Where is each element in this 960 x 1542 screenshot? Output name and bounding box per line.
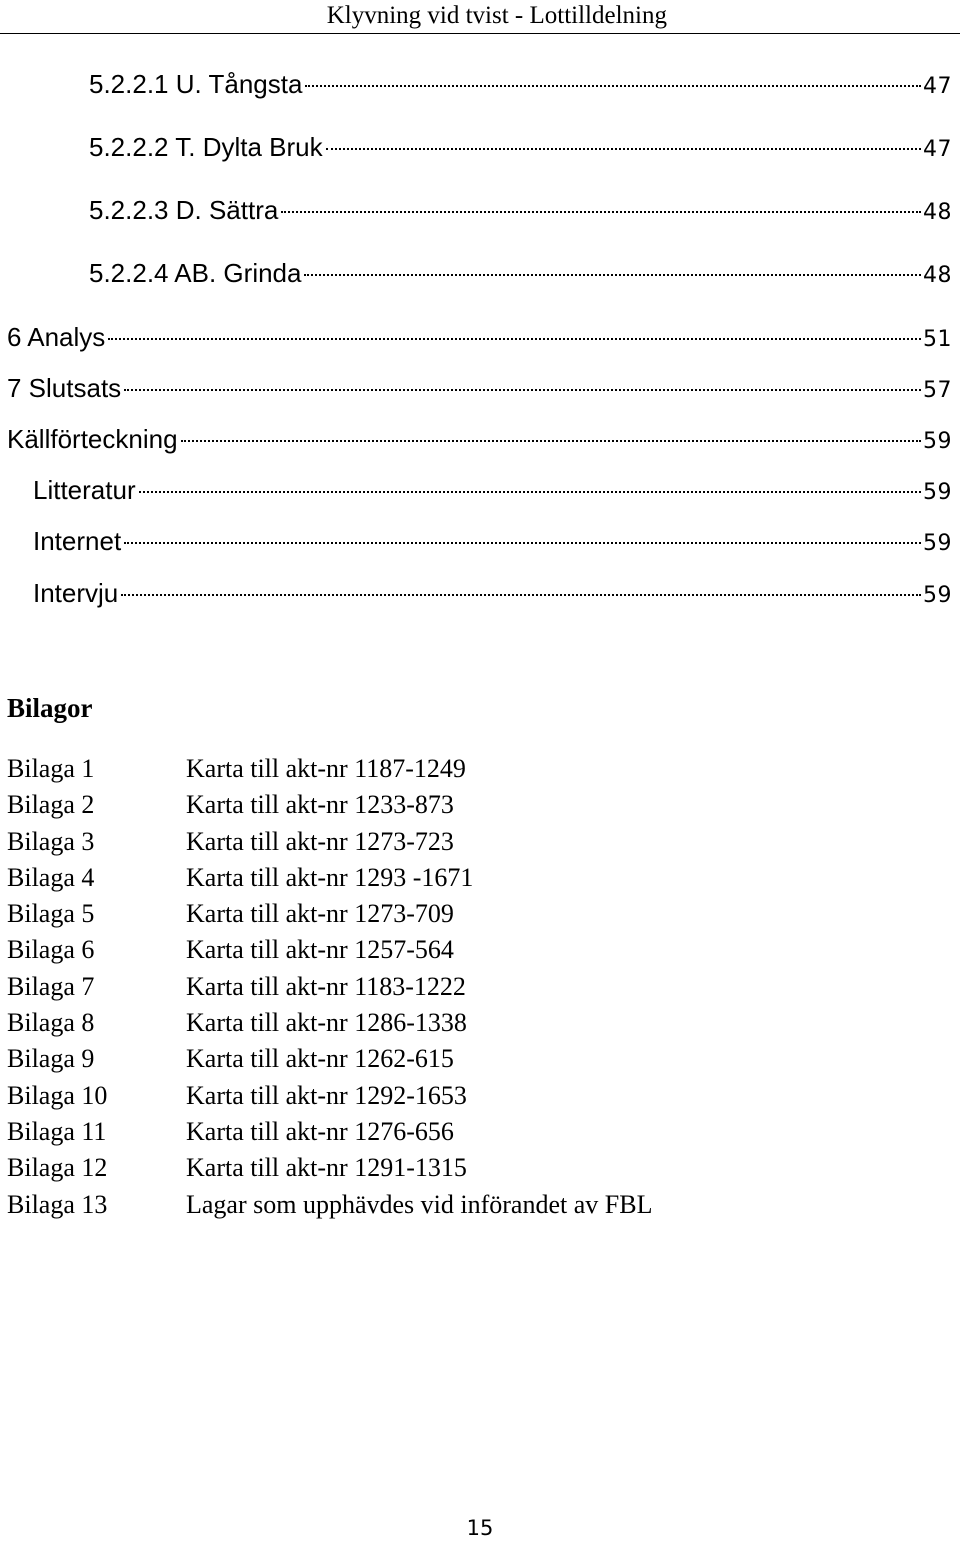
toc-entry-label: 5.2.2.4 AB. Grinda <box>89 258 302 288</box>
toc-entry-label: 7 Slutsats <box>7 373 122 403</box>
appendix-description: Karta till akt-nr 1273-723 <box>186 827 454 856</box>
toc-entry[interactable] <box>7 423 952 455</box>
toc-entry-label: Källförteckning <box>7 424 178 454</box>
dot-leader <box>281 211 921 213</box>
appendix-description: Karta till akt-nr 1276-656 <box>186 1117 454 1146</box>
toc-entry-label: Litteratur <box>33 475 136 505</box>
appendix-description: Karta till akt-nr 1183-1222 <box>186 972 466 1001</box>
toc-entry-page: 59 <box>923 583 952 608</box>
appendix-label: Bilaga 7 <box>7 972 95 1001</box>
toc-entry[interactable] <box>89 257 952 289</box>
toc-entry-page: 59 <box>923 429 952 454</box>
appendix-label: Bilaga 6 <box>7 935 95 964</box>
toc-entry-label: 5.2.2.1 U. Tångsta <box>89 69 303 99</box>
toc-entry-label: Internet <box>33 526 122 556</box>
appendix-description: Karta till akt-nr 1273-709 <box>186 899 454 928</box>
appendix-description: Lagar som upphävdes vid införandet av FBL <box>186 1190 653 1219</box>
appendix-label: Bilaga 3 <box>7 827 95 856</box>
appendix-label: Bilaga 4 <box>7 863 95 892</box>
toc-entry-label: 5.2.2.3 D. Sättra <box>89 195 279 225</box>
toc-entry-label: 6 Analys <box>7 322 106 352</box>
dot-leader <box>139 491 921 493</box>
appendix-label: Bilaga 13 <box>7 1190 108 1219</box>
toc-entry[interactable] <box>89 194 952 226</box>
dot-leader <box>304 274 921 276</box>
toc-entry[interactable] <box>33 474 952 506</box>
toc-entry-page: 47 <box>923 74 952 99</box>
dot-leader <box>124 542 921 544</box>
appendix-description: Karta till akt-nr 1292-1653 <box>186 1081 467 1110</box>
dot-leader <box>108 338 921 340</box>
toc-entry-page: 47 <box>923 137 952 162</box>
toc-entry[interactable] <box>7 321 952 353</box>
dot-leader <box>326 148 921 150</box>
toc-entry[interactable] <box>33 525 952 557</box>
toc-entry-page: 59 <box>923 531 952 556</box>
appendix-label: Bilaga 11 <box>7 1117 107 1146</box>
appendix-description: Karta till akt-nr 1293 -1671 <box>186 863 474 892</box>
appendix-description: Karta till akt-nr 1187-1249 <box>186 754 466 783</box>
toc-entry[interactable] <box>89 131 952 163</box>
toc-entry-label: 5.2.2.2 T. Dylta Bruk <box>89 132 323 162</box>
appendix-label: Bilaga 1 <box>7 754 95 783</box>
appendix-description: Karta till akt-nr 1257-564 <box>186 935 454 964</box>
appendix-description: Karta till akt-nr 1233-873 <box>186 790 454 819</box>
appendix-description: Karta till akt-nr 1286-1338 <box>186 1008 467 1037</box>
running-header <box>0 0 960 34</box>
toc-entry[interactable] <box>33 577 952 609</box>
appendix-label: Bilaga 5 <box>7 899 95 928</box>
page-number: 15 <box>466 1516 494 1540</box>
toc-entry-page: 48 <box>923 200 952 225</box>
header-title: Klyvning vid tvist - Lottilldelning <box>326 2 667 29</box>
appendix-label: Bilaga 2 <box>7 790 95 819</box>
dot-leader <box>121 594 921 596</box>
dot-leader <box>305 85 921 87</box>
appendix-label: Bilaga 10 <box>7 1081 108 1110</box>
dot-leader <box>181 440 921 442</box>
toc-entry[interactable] <box>7 372 952 404</box>
toc-entry-label: Intervju <box>33 578 119 608</box>
appendix-label: Bilaga 9 <box>7 1044 95 1073</box>
toc-entry-page: 51 <box>923 327 952 352</box>
toc-entry-page: 57 <box>923 378 952 403</box>
toc-entry[interactable] <box>89 68 952 100</box>
appendix-description: Karta till akt-nr 1262-615 <box>186 1044 454 1073</box>
dot-leader <box>124 389 921 391</box>
appendix-description: Karta till akt-nr 1291-1315 <box>186 1153 467 1182</box>
appendices-heading: Bilagor <box>7 693 93 723</box>
toc-entry-page: 48 <box>923 263 952 288</box>
appendix-label: Bilaga 12 <box>7 1153 108 1182</box>
appendix-label: Bilaga 8 <box>7 1008 95 1037</box>
toc-entry-page: 59 <box>923 480 952 505</box>
